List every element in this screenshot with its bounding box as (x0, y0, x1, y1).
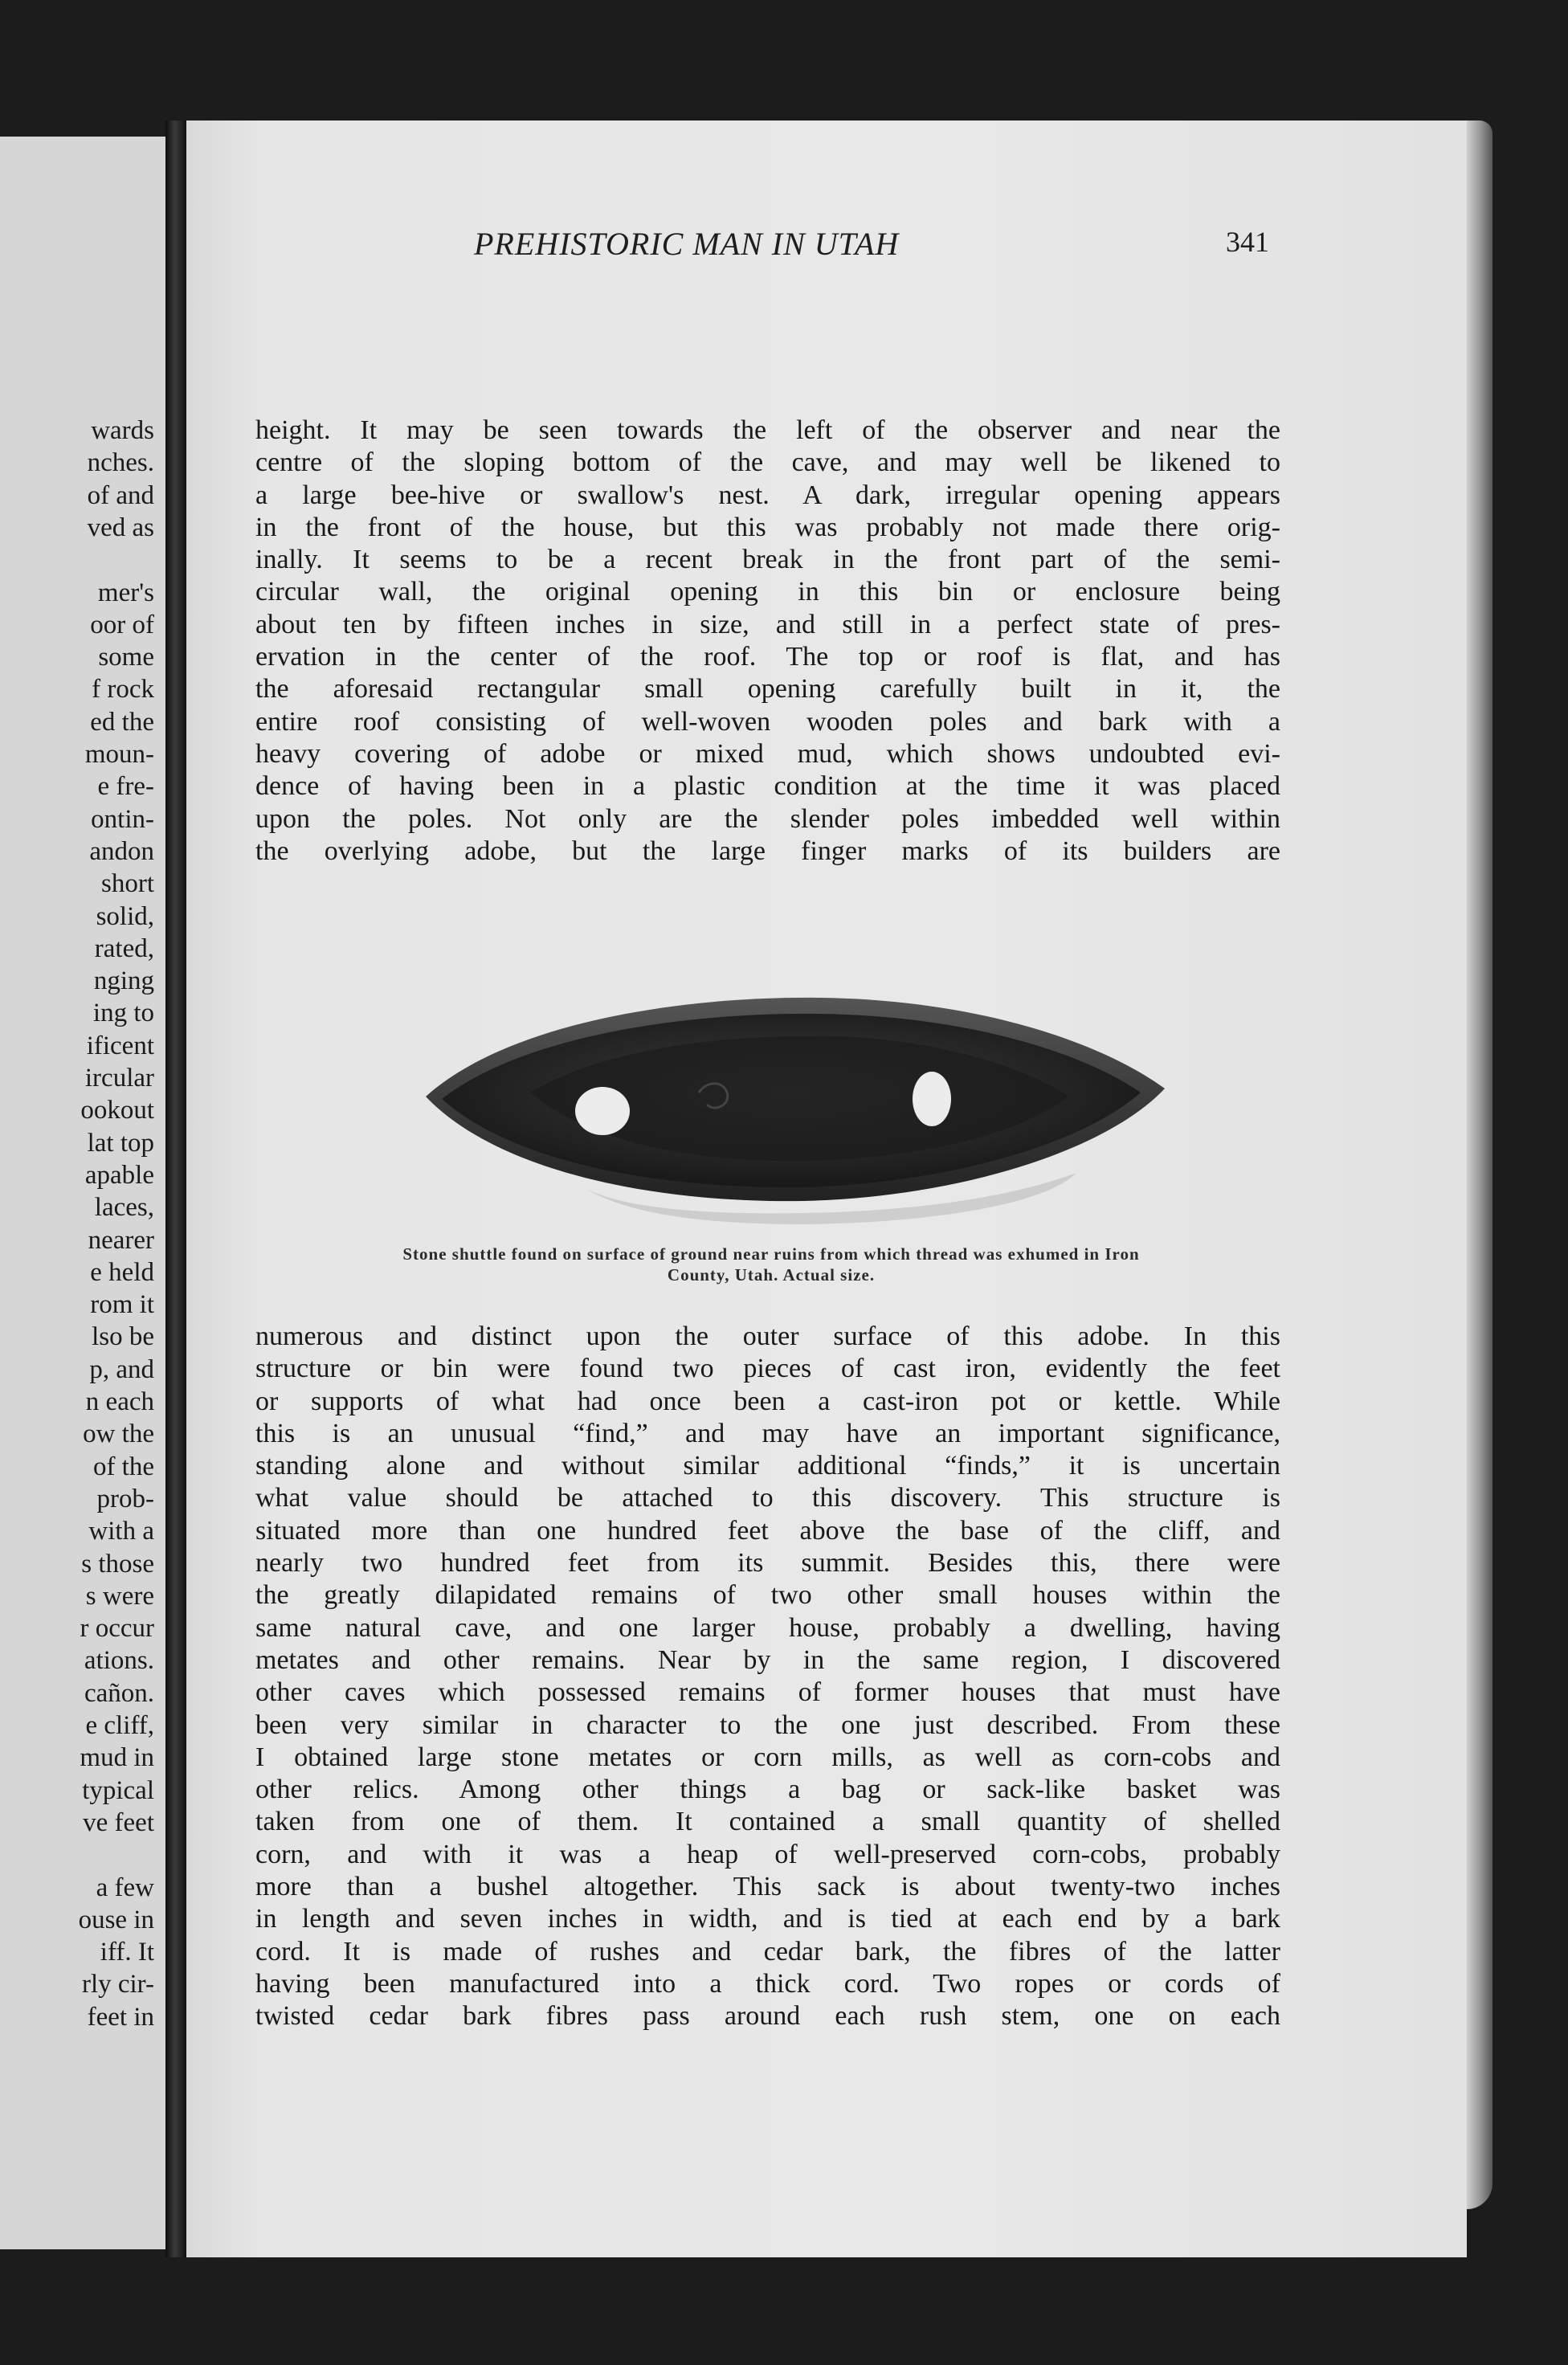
text-line: numerous and distinct upon the outer surface of this adobe. In this (255, 1321, 1280, 1351)
stone-shuttle-figure (321, 932, 1253, 1237)
text-line: height. It may be seen towards the left of the observer and near the (255, 415, 1280, 445)
left-page-text-fragment: andon (89, 836, 154, 866)
text-line: centre of the sloping bottom of the cave, and may well be likened to (255, 447, 1280, 478)
left-page-text-fragment: laces, (94, 1193, 154, 1223)
text-line: having been manufactured into a thick cord. Two ropes or cords of (255, 1968, 1280, 1999)
text-line: what value should be attached to this discovery. This structure is (255, 1483, 1280, 1513)
left-page-text-fragment: s were (85, 1581, 154, 1611)
left-page-text-fragment: p, and (89, 1354, 154, 1384)
left-page-text-fragment: some (98, 643, 154, 672)
left-page-text-fragment: feet in (87, 2002, 154, 2032)
left-page-text-fragment: f rock (92, 675, 154, 705)
left-page-text-fragment: cañon. (84, 1678, 154, 1708)
left-page-text-fragment: ved as (87, 513, 154, 542)
left-page-fragment (0, 137, 165, 2249)
left-page-text-fragment: r occur (80, 1614, 154, 1644)
left-page-text-fragment: iff. It (100, 1938, 154, 1967)
text-line: in length and seven inches in width, and is tied at each end by a bark (255, 1904, 1280, 1934)
left-page-text-fragment: lso be (92, 1322, 154, 1352)
text-line: a large bee-hive or swallow's nest. A dark, irregular opening appears (255, 480, 1280, 510)
left-page-text-fragment: ed the (90, 707, 154, 737)
left-page-text-fragment: prob- (96, 1484, 154, 1513)
left-page-text-fragment: solid, (96, 901, 154, 931)
left-page-text-fragment: nches. (87, 448, 154, 478)
figure-caption (257, 1244, 1285, 1285)
left-page-text-fragment: ontin- (91, 804, 154, 834)
body-paragraph-bottom (255, 1321, 1280, 2033)
page-title: PREHISTORIC MAN IN UTAH (474, 226, 900, 262)
text-line: taken from one of them. It contained a small quantity of shelled (255, 1807, 1280, 1837)
left-page-text-fragment: ouse in (78, 1905, 154, 1934)
left-page-text-fragment: ow the (83, 1419, 154, 1449)
text-line: corn, and with it was a heap of well-preserved corn-cobs, probably (255, 1839, 1280, 1869)
text-line: inally. It seems to be a recent break in the front part of the semi- (255, 545, 1280, 575)
left-page-text-fragment: of and (87, 480, 154, 510)
text-line: the aforesaid rectangular small opening carefully built in it, the (255, 674, 1280, 705)
text-line: been very similar in character to the one just described. From these (255, 1709, 1280, 1740)
left-page-text-fragment: short (101, 869, 154, 899)
left-page-text-fragment: e held (90, 1257, 154, 1287)
text-line: structure or bin were found two pieces of cast iron, evidently the feet (255, 1354, 1280, 1384)
text-line: standing alone and without similar additional “finds,” it is uncertain (255, 1451, 1280, 1481)
text-line: the overlying adobe, but the large finger marks of its builders are (255, 835, 1280, 866)
left-page-text-fragment: ircular (84, 1064, 154, 1093)
running-head (0, 225, 1568, 273)
left-page-text-fragment: rom it (90, 1290, 154, 1320)
stone-shuttle-image (321, 932, 1253, 1237)
figure-caption-line-2: County, Utah. Actual size. (667, 1265, 876, 1285)
left-page-text-fragment: ve feet (83, 1807, 154, 1837)
left-page-text-fragment: a few (96, 1873, 154, 1902)
left-page-text-fragment: rated, (94, 933, 154, 963)
left-page-text-fragment: e cliff, (85, 1711, 154, 1740)
left-page-text-fragment: ing to (92, 999, 154, 1028)
left-page-text-fragment: typical (82, 1775, 154, 1805)
figure-caption-line-1: Stone shuttle found on surface of ground near ruins from which thread was exhumed in Iron (402, 1244, 1140, 1264)
text-line: dence of having been in a plastic condition at the time it was placed (255, 771, 1280, 802)
text-line: heavy covering of adobe or mixed mud, which shows undoubted evi- (255, 738, 1280, 769)
left-page-text-fragment: oor of (90, 610, 154, 639)
left-page-text-fragment: apable (84, 1160, 154, 1190)
body-paragraph-top (255, 415, 1280, 868)
left-page-text-fragment: with a (88, 1517, 154, 1546)
left-page-text-fragment: lat top (87, 1128, 154, 1158)
shuttle-hole-left (575, 1087, 630, 1135)
text-line: about ten by fifteen inches in size, and still in a perfect state of pres- (255, 609, 1280, 639)
left-page-text-fragment: ookout (80, 1096, 154, 1125)
left-page-text-fragment: nging (93, 966, 154, 996)
left-page-text-fragment: s those (81, 1549, 154, 1579)
text-line: other caves which possessed remains of former houses that must have (255, 1677, 1280, 1708)
left-page-text-fragment: mud in (80, 1743, 154, 1773)
text-line: ervation in the center of the roof. The top or roof is flat, and has (255, 642, 1280, 672)
text-line: circular wall, the original opening in this bin or enclosure being (255, 577, 1280, 607)
shuttle-hole-right (913, 1072, 951, 1126)
left-page-text-fragment: ificent (86, 1031, 154, 1060)
left-page-text-fragment: n each (85, 1387, 154, 1416)
text-line: other relics. Among other things a bag or sack-like basket was (255, 1775, 1280, 1805)
left-page-text-fragment: moun- (84, 740, 154, 769)
text-line: this is an unusual “find,” and may have an important significance, (255, 1418, 1280, 1448)
text-line: I obtained large stone metates or corn mills, as well as corn-cobs and (255, 1742, 1280, 1772)
text-line: same natural cave, and one larger house, probably a dwelling, having (255, 1612, 1280, 1643)
text-line: twisted cedar bark fibres pass around each rush stem, one on each (255, 2001, 1280, 2032)
text-line: in the front of the house, but this was probably not made there orig- (255, 512, 1280, 542)
text-line: nearly two hundred feet from its summit. Besides this, there were (255, 1548, 1280, 1579)
page-edge (1467, 120, 1492, 2209)
text-line: situated more than one hundred feet above the base of the cliff, and (255, 1515, 1280, 1546)
left-page-text-fragment: rly cir- (81, 1970, 154, 1999)
page-number: 341 (1226, 226, 1269, 258)
text-line: the greatly dilapidated remains of two other small houses within the (255, 1580, 1280, 1611)
left-page-text-fragment: mer's (97, 578, 154, 607)
left-page-text-fragment: nearer (88, 1225, 154, 1255)
text-line: cord. It is made of rushes and cedar bark, the fibres of the latter (255, 1936, 1280, 1967)
book-gutter (165, 120, 186, 2257)
text-line: more than a bushel altogether. This sack is about twenty-two inches (255, 1872, 1280, 1902)
text-line: upon the poles. Not only are the slender poles imbedded well within (255, 803, 1280, 834)
left-page-text-fragment: ations. (84, 1646, 154, 1676)
text-line: or supports of what had once been a cast-iron pot or kettle. While (255, 1386, 1280, 1416)
text-line: metates and other remains. Near by in the same region, I discovered (255, 1644, 1280, 1675)
left-page-text-fragment: of the (92, 1452, 154, 1481)
text-line: entire roof consisting of well-woven wooden poles and bark with a (255, 706, 1280, 737)
left-page-text-fragment: e fre- (97, 772, 154, 802)
left-page-text-fragment: wards (91, 416, 154, 445)
